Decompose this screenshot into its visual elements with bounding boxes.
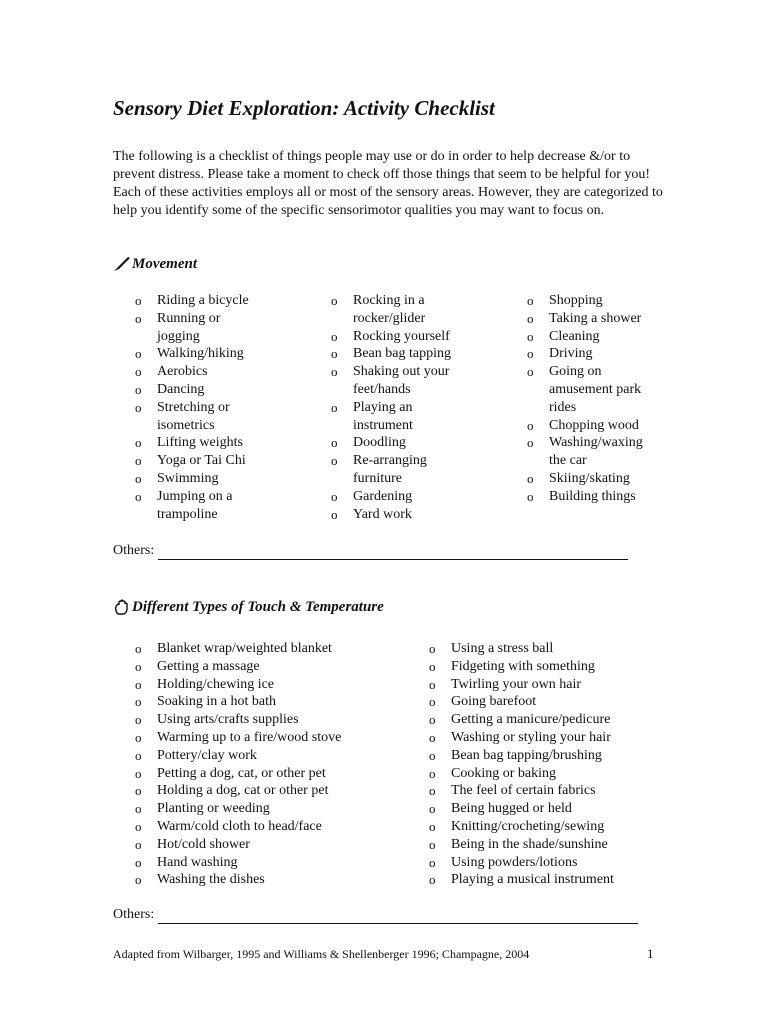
- checklist-item-label: Driving: [549, 346, 593, 362]
- checklist-item-label: Getting a manicure/pedicure: [451, 712, 611, 728]
- touch-others-line: [113, 906, 638, 924]
- checklist-item-label: Washing or styling your hair: [451, 729, 611, 745]
- touch-list-col-1: [135, 640, 395, 889]
- checkbox-circle[interactable]: o: [135, 658, 142, 674]
- checkbox-circle[interactable]: o: [429, 872, 436, 888]
- checklist-item[interactable]: [331, 452, 466, 488]
- checklist-item-label: Playing a musical instrument: [451, 872, 614, 888]
- checkbox-circle[interactable]: o: [331, 488, 338, 504]
- checkbox-circle[interactable]: o: [135, 854, 142, 870]
- checklist-item[interactable]: [135, 800, 395, 818]
- checklist-item-label: Hot/cold shower: [157, 836, 250, 852]
- checklist-item-label: Shopping: [549, 293, 603, 308]
- checklist-item-label: Hand washing: [157, 854, 238, 870]
- checklist-item[interactable]: [135, 292, 260, 310]
- checklist-item[interactable]: [527, 417, 657, 435]
- checkbox-circle[interactable]: o: [135, 435, 142, 451]
- hand-icon: [113, 598, 131, 616]
- checklist-item-label: Using arts/crafts supplies: [157, 712, 299, 728]
- checklist-item-label: Building things: [549, 488, 636, 504]
- checklist-item[interactable]: [331, 434, 466, 452]
- checkbox-circle[interactable]: o: [429, 747, 436, 763]
- checkbox-circle[interactable]: o: [331, 364, 338, 380]
- checklist-item[interactable]: [135, 381, 260, 399]
- checklist-item[interactable]: [135, 693, 395, 711]
- checklist-item[interactable]: [135, 310, 260, 346]
- checklist-item-label: Cleaning: [549, 328, 600, 344]
- movement-heading-label: Movement: [132, 256, 197, 272]
- checkbox-circle[interactable]: o: [527, 364, 534, 380]
- checklist-item-label: Riding a bicycle: [157, 293, 249, 308]
- checklist-item[interactable]: [429, 676, 644, 694]
- checklist-item[interactable]: [331, 488, 466, 506]
- checklist-item[interactable]: [135, 765, 395, 783]
- pencil-icon: [113, 256, 131, 272]
- checklist-item-label: Using powders/lotions: [451, 854, 578, 870]
- checkbox-circle[interactable]: o: [429, 783, 436, 799]
- checklist-item[interactable]: [429, 818, 644, 836]
- checkbox-circle[interactable]: o: [527, 346, 534, 362]
- checklist-item-label: Blanket wrap/weighted blanket: [157, 641, 332, 656]
- checklist-item[interactable]: [429, 640, 644, 658]
- checklist-item[interactable]: [135, 640, 395, 658]
- movement-heading: [113, 254, 197, 274]
- checklist-item[interactable]: [331, 399, 466, 435]
- checklist-item[interactable]: [429, 711, 644, 729]
- checklist-item-label: Yoga or Tai Chi: [157, 453, 246, 469]
- checklist-item-label: Bean bag tapping/brushing: [451, 747, 602, 763]
- checkbox-circle[interactable]: o: [135, 641, 142, 656]
- checklist-item-label: Twirling your own hair: [451, 676, 582, 692]
- checkbox-circle[interactable]: o: [527, 470, 534, 486]
- checkbox-circle[interactable]: o: [135, 783, 142, 799]
- checklist-item-label: Skiing/skating: [549, 470, 630, 486]
- checkbox-circle[interactable]: o: [331, 293, 338, 308]
- checklist-item[interactable]: [429, 765, 644, 783]
- checklist-item[interactable]: [429, 693, 644, 711]
- checklist-item[interactable]: [527, 328, 657, 346]
- checklist-item-label: Getting a massage: [157, 658, 260, 674]
- checkbox-circle[interactable]: o: [429, 836, 436, 852]
- checklist-item[interactable]: [429, 871, 644, 889]
- checklist-item-label: Rocking yourself: [353, 328, 450, 344]
- checklist-item-label: Walking/hiking: [157, 346, 244, 362]
- movement-list-col-2: [331, 292, 466, 523]
- checklist-item-label: Running or jogging: [157, 310, 221, 344]
- checklist-item[interactable]: [429, 658, 644, 676]
- checkbox-circle[interactable]: o: [135, 470, 142, 486]
- checklist-item[interactable]: [135, 854, 395, 872]
- checklist-item-label: Swimming: [157, 470, 219, 486]
- touch-list-col-2: [429, 640, 644, 889]
- checklist-item-label: Chopping wood: [549, 417, 639, 433]
- checklist-item[interactable]: [429, 729, 644, 747]
- checklist-item-label: Warming up to a fire/wood stove: [157, 729, 342, 745]
- checklist-item-label: Warm/cold cloth to head/face: [157, 818, 322, 834]
- checkbox-circle[interactable]: o: [135, 712, 142, 728]
- checklist-item[interactable]: [135, 452, 260, 470]
- touch-heading: [113, 597, 384, 617]
- checklist-item-label: Planting or weeding: [157, 801, 270, 817]
- checklist-item-label: Taking a shower: [549, 310, 642, 326]
- checkbox-circle[interactable]: o: [135, 399, 142, 415]
- checklist-item-label: Knitting/crocheting/sewing: [451, 818, 605, 834]
- checkbox-circle[interactable]: o: [429, 641, 436, 656]
- checklist-item[interactable]: [331, 506, 466, 524]
- checklist-item[interactable]: [429, 854, 644, 872]
- checklist-item[interactable]: [135, 711, 395, 729]
- checklist-item[interactable]: [135, 729, 395, 747]
- checklist-item[interactable]: [429, 800, 644, 818]
- checklist-item-label: Holding/chewing ice: [157, 676, 275, 692]
- checklist-item[interactable]: [429, 836, 644, 854]
- checklist-item-label: Stretching or isometrics: [157, 399, 230, 433]
- checkbox-circle[interactable]: o: [429, 818, 436, 834]
- checkbox-circle[interactable]: o: [331, 328, 338, 344]
- checkbox-circle[interactable]: o: [135, 346, 142, 362]
- checklist-item-label: Gardening: [353, 488, 413, 504]
- checkbox-circle[interactable]: o: [527, 293, 534, 308]
- movement-list-col-3: [527, 292, 657, 506]
- movement-others-line: [113, 542, 628, 560]
- checkbox-circle[interactable]: o: [331, 506, 338, 522]
- touch-heading-label: Different Types of Touch & Temperature: [132, 599, 384, 615]
- checklist-item[interactable]: [135, 818, 395, 836]
- checklist-item[interactable]: [527, 345, 657, 363]
- checklist-item[interactable]: [135, 782, 395, 800]
- checklist-item[interactable]: [331, 345, 466, 363]
- checkbox-circle[interactable]: o: [429, 676, 436, 692]
- checkbox-circle[interactable]: o: [135, 765, 142, 781]
- checklist-item[interactable]: [429, 782, 644, 800]
- checklist-item-label: Going on amusement park rides: [549, 364, 642, 415]
- checkbox-circle[interactable]: o: [331, 399, 338, 415]
- checklist-item[interactable]: [527, 470, 657, 488]
- checkbox-circle[interactable]: o: [429, 694, 436, 710]
- checkbox-circle[interactable]: o: [527, 435, 534, 451]
- checklist-item[interactable]: [135, 345, 260, 363]
- checkbox-circle[interactable]: o: [527, 328, 534, 344]
- checkbox-circle[interactable]: o: [527, 417, 534, 433]
- checklist-item[interactable]: [135, 676, 395, 694]
- checklist-item[interactable]: [331, 328, 466, 346]
- checklist-item-label: Pottery/clay work: [157, 747, 257, 763]
- checkbox-circle[interactable]: o: [135, 381, 142, 397]
- checklist-item[interactable]: [527, 310, 657, 328]
- checklist-item[interactable]: [135, 399, 260, 435]
- checkbox-circle[interactable]: o: [429, 712, 436, 728]
- checklist-item-label: Re-arranging furniture: [353, 453, 427, 486]
- checkbox-circle[interactable]: o: [135, 694, 142, 710]
- checklist-item[interactable]: [331, 292, 466, 328]
- checklist-item-label: Washing/waxing the car: [549, 435, 643, 469]
- checklist-item-label: Being hugged or held: [451, 801, 572, 817]
- checklist-item-label: Holding a dog, cat or other pet: [157, 783, 329, 799]
- checkbox-circle[interactable]: o: [331, 346, 338, 362]
- checklist-item[interactable]: [135, 434, 260, 452]
- others-label: Others:: [113, 907, 155, 922]
- others-fill-line[interactable]: [158, 547, 628, 560]
- checklist-item[interactable]: [135, 470, 260, 488]
- page-title: Sensory Diet Exploration: Activity Checklist: [113, 96, 495, 120]
- checkbox-circle[interactable]: o: [429, 765, 436, 781]
- checkbox-circle[interactable]: o: [429, 658, 436, 674]
- checkbox-circle[interactable]: o: [135, 676, 142, 692]
- checkbox-circle[interactable]: o: [429, 801, 436, 817]
- checklist-item-label: Soaking in a hot bath: [157, 694, 276, 710]
- checklist-item-label: Yard work: [353, 506, 412, 522]
- checklist-item-label: Dancing: [157, 381, 205, 397]
- checkbox-circle[interactable]: o: [527, 488, 534, 504]
- checklist-item-label: Aerobics: [157, 364, 208, 380]
- checkbox-circle[interactable]: o: [331, 435, 338, 451]
- checkbox-circle[interactable]: o: [135, 293, 142, 308]
- checklist-item-label: The feel of certain fabrics: [451, 783, 596, 799]
- checklist-item-label: Petting a dog, cat, or other pet: [157, 765, 326, 781]
- checkbox-circle[interactable]: o: [331, 453, 338, 469]
- checklist-item-label: Going barefoot: [451, 694, 537, 710]
- checklist-item-label: Cooking or baking: [451, 765, 556, 781]
- checkbox-circle[interactable]: o: [135, 818, 142, 834]
- checklist-item[interactable]: [135, 363, 260, 381]
- checkbox-circle[interactable]: o: [135, 453, 142, 469]
- checkbox-circle[interactable]: o: [135, 836, 142, 852]
- checklist-item[interactable]: [527, 488, 657, 506]
- checklist-item-label: Playing an instrument: [353, 399, 413, 433]
- checklist-item-label: Doodling: [353, 435, 406, 451]
- checklist-item[interactable]: [331, 363, 466, 399]
- checkbox-circle[interactable]: o: [135, 488, 142, 504]
- citation-footer: Adapted from Wilbarger, 1995 and Williams & Shellenberger 1996; Champagne, 2004: [113, 947, 530, 961]
- checklist-item[interactable]: [527, 363, 657, 416]
- others-label: Others:: [113, 543, 155, 558]
- checklist-item-label: Lifting weights: [157, 435, 243, 451]
- checkbox-circle[interactable]: o: [135, 872, 142, 888]
- intro-paragraph: The following is a checklist of things people may use or do in order to help decrease &/or to prevent distress. Please take a moment to check off those things that seem to be helpful for you! Each of these activities employs all or most of the sensory areas. However, they are categorized to help you identify some of the specific sensorimotor qualities you may want to focus on.: [113, 149, 663, 218]
- checklist-item[interactable]: [135, 836, 395, 854]
- checklist-item-label: Rocking in a rocker/glider: [353, 293, 426, 326]
- checklist-item-label: Shaking out your feet/hands: [353, 364, 450, 397]
- checkbox-circle[interactable]: o: [429, 729, 436, 745]
- checklist-item-label: Being in the shade/sunshine: [451, 836, 608, 852]
- checklist-item-label: Fidgeting with something: [451, 658, 595, 674]
- checkbox-circle[interactable]: o: [429, 854, 436, 870]
- checklist-item[interactable]: [527, 434, 657, 470]
- checkbox-circle[interactable]: o: [135, 729, 142, 745]
- checklist-item-label: Jumping on a trampoline: [157, 488, 233, 522]
- checklist-item[interactable]: [135, 658, 395, 676]
- checkbox-circle[interactable]: o: [135, 364, 142, 380]
- page-number: 1: [647, 946, 654, 961]
- checklist-item-label: Washing the dishes: [157, 872, 265, 888]
- checklist-item[interactable]: [527, 292, 657, 310]
- others-fill-line[interactable]: [158, 911, 638, 924]
- checklist-item[interactable]: [429, 747, 644, 765]
- checkbox-circle[interactable]: o: [135, 747, 142, 763]
- checkbox-circle[interactable]: o: [527, 310, 534, 326]
- checklist-item[interactable]: [135, 488, 260, 524]
- checkbox-circle[interactable]: o: [135, 310, 142, 326]
- movement-list-col-1: [135, 292, 260, 523]
- checkbox-circle[interactable]: o: [135, 801, 142, 817]
- checklist-item-label: Bean bag tapping: [353, 346, 451, 362]
- checklist-item[interactable]: [135, 871, 395, 889]
- checklist-item[interactable]: [135, 747, 395, 765]
- checklist-item-label: Using a stress ball: [451, 641, 554, 656]
